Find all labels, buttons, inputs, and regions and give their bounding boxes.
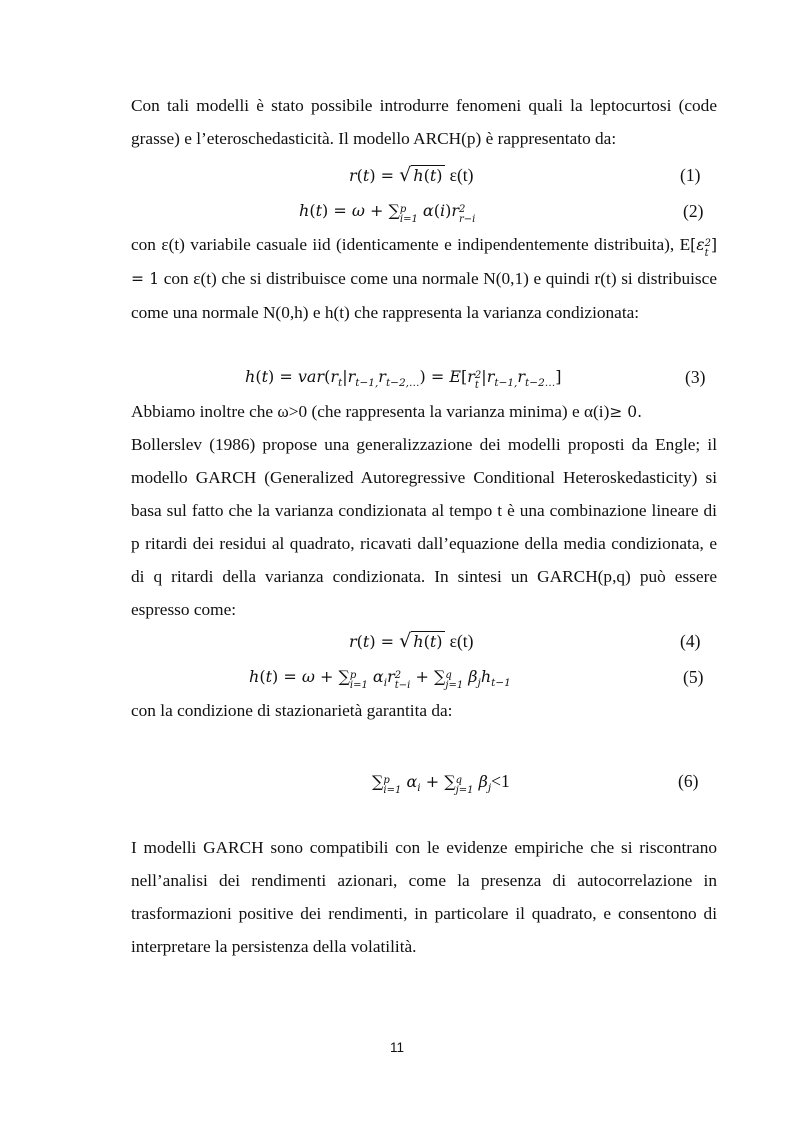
equation-4-number: (4) — [680, 631, 701, 651]
paragraph-garch-evidence: I modelli GARCH sono compatibili con le evidenze empiriche che si riscontrano nell’analisi dei rendimenti azionari, come la presenza di autocorrelazione in trasformazioni positive dei rendimenti, in particolare il quadrato, e consentono di interpretare la persistenza della volatilità. — [131, 838, 717, 956]
equation-2-number: (2) — [683, 201, 704, 221]
equation-4-formula: r(t) = √ h(t) ε(t) — [349, 630, 474, 652]
equation-6-number: (6) — [678, 771, 699, 791]
paragraph-iid: con ε(t) variabile casuale iid (identicamente e indipendentemente distribuita), E[ε 2 t ] = 1 con ε(t) che si distribuisce come una normale N(0,1) e quindi r(t) si distribuisce come una normale N(0,h) e h(t) che rappresenta la varianza condizionata: — [131, 235, 718, 322]
equation-3-number: (3) — [685, 367, 706, 387]
paragraph-stationarity: con la condizione di stazionarietà garantita da: — [131, 701, 453, 720]
paragraph-intro: Con tali modelli è stato possibile introdurre fenomeni quali la leptocurtosi (code grasse) e l’eteroschedasticità. Il modello ARCH(p) è rappresentato da: — [131, 96, 717, 148]
paragraph-bollerslev: Bollerslev (1986) propose una generalizzazione dei modelli proposti da Engle; il modello GARCH (Generalized Autoregressive Conditional Heteroskedasticity) si basa sul fatto che la varianza condizionata al tempo t è una combinazione lineare di p ritardi dei residui al quadrato, ricavati dall’equazione della media condizionata, e di q ritardi della varianza condizionata. In sintesi un GARCH(p,q) può essere espresso come: — [131, 435, 717, 619]
paragraph-omega: Abbiamo inoltre che ω>0 (che rappresenta la varianza minima) e α(i)≥ 0. — [131, 402, 643, 421]
equation-5 — [131, 662, 717, 692]
equation-1-number: (1) — [680, 165, 701, 185]
equation-5-number: (5) — [683, 667, 704, 687]
equation-6 — [131, 766, 717, 796]
equation-1 — [131, 160, 717, 190]
equation-1-formula: r(t) = √ h(t) ε(t) — [349, 164, 474, 186]
equation-3 — [131, 362, 717, 392]
equation-2-formula: h(t) = ω + ∑ p i=1 α(i)r 2 r−i — [299, 201, 476, 225]
page-number: 11 — [389, 1040, 404, 1055]
equation-4 — [131, 626, 717, 656]
equation-5-formula: h(t) = ω + ∑ p i=1 $\alpha_ir$ 2 t−i + ∑ q j=1 $\beta_jh_{t-1}$ — [249, 667, 511, 691]
equation-3-formula: $h(t) = var(r_t|r_{t-1,}r_{t-2,\dots}) = E[r$ 2 t $|r_{t-1,}r_{t-2\dots}$] — [245, 367, 562, 391]
equation-2 — [131, 196, 717, 226]
equation-6-formula: ∑ p i=1 $\alpha_i$ + ∑ q j=1 $\beta_j<1$ — [372, 771, 510, 796]
